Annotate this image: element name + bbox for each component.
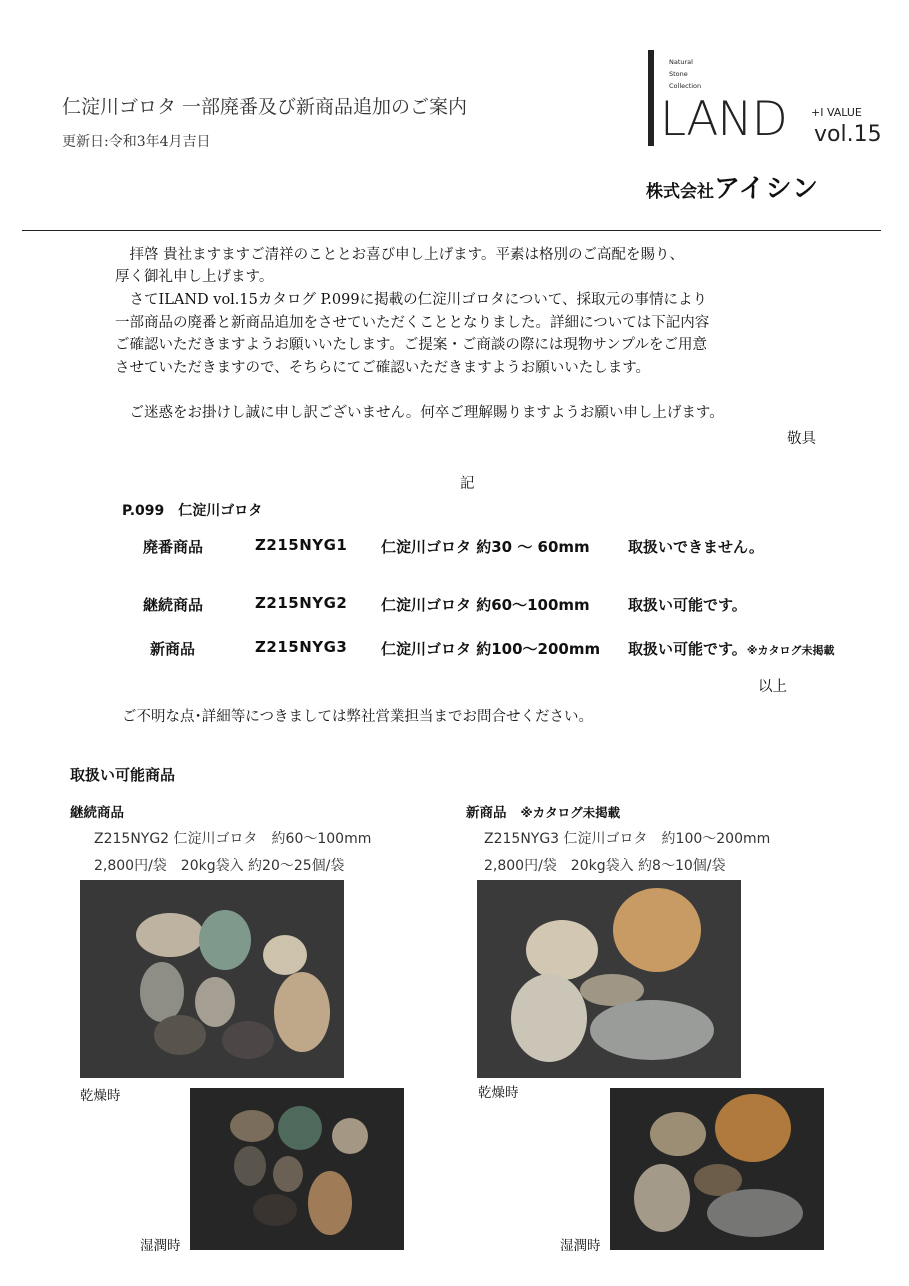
- ki-marker: 記: [460, 476, 475, 492]
- updated-date: 更新日:令和3年4月吉日: [62, 134, 211, 150]
- right-wet-photo: [610, 1088, 824, 1250]
- row-desc: 仁淀川ゴロタ 約100～200mm: [381, 640, 601, 658]
- logo-land: LAND: [660, 92, 787, 147]
- left-wet-photo: [190, 1088, 404, 1250]
- header-divider: [22, 230, 881, 231]
- left-product-line1: Z215NYG2 仁淀川ゴロタ 約60～100mm: [94, 831, 372, 847]
- available-heading: 取扱い可能商品: [70, 766, 176, 784]
- letter-line: 一部商品の廃番と新商品追加をさせていただくこととなりました。詳細については下記内容: [115, 315, 710, 331]
- row-desc: 仁淀川ゴロタ 約30 ～ 60mm: [381, 538, 590, 556]
- letter-line: ご確認いただきますようお願いいたします。ご提案・ご商談の際には現物サンプルをご用意: [115, 337, 708, 353]
- logo-tagline-3: Collection: [669, 82, 702, 90]
- row-code: Z215NYG1: [255, 536, 348, 554]
- letter-line: させていただきますので、そちらにてご確認いただきますようお願いいたします。: [115, 360, 651, 376]
- logo-value: +I VALUE: [811, 106, 862, 119]
- company-logo: [646, 168, 819, 205]
- company-prefix: 株式会社: [646, 182, 714, 202]
- left-wet-caption: 湿潤時: [140, 1238, 181, 1254]
- row-category: 新商品: [150, 640, 196, 658]
- logo-i-bar: [648, 50, 654, 146]
- closing-keigu: 敬具: [787, 431, 816, 447]
- row-category: 廃番商品: [143, 538, 204, 556]
- right-dry-caption: 乾燥時: [478, 1085, 519, 1101]
- row-desc: 仁淀川ゴロタ 約60～100mm: [381, 596, 590, 614]
- logo-tagline-1: Natural: [669, 58, 693, 66]
- right-product-line2: 2,800円/袋 20kg袋入 約8～10個/袋: [484, 858, 726, 874]
- row-status: 取扱いできません。: [628, 538, 764, 556]
- ijo-marker: 以上: [758, 679, 787, 695]
- letter-line: ご迷惑をお掛けし誠に申し訳ございません。何卒ご理解賜りますようお願い申し上げます。: [115, 405, 724, 421]
- row-code: Z215NYG2: [255, 594, 348, 612]
- row-status: 取扱い可能です。: [628, 596, 747, 614]
- right-wet-caption: 湿潤時: [560, 1238, 601, 1254]
- left-product-title: 継続商品: [70, 805, 124, 821]
- row-note: ※カタログ未掲載: [746, 644, 835, 657]
- logo-tagline-2: Stone: [669, 70, 688, 78]
- left-dry-caption: 乾燥時: [80, 1088, 121, 1104]
- letter-line: 厚く御礼申し上げます。: [115, 269, 274, 285]
- letter-line: 拝啓 貴社ますますご清祥のこととお喜び申し上げます。平素は格別のご高配を賜り、: [115, 247, 684, 263]
- right-product-title: 新商品: [466, 805, 507, 821]
- company-name: アイシン: [714, 174, 820, 204]
- inquiry-text: ご不明な点･詳細等につきましては弊社営業担当までお問合せください。: [122, 709, 593, 725]
- right-product-note: ※カタログ未掲載: [520, 805, 621, 820]
- right-product-line1: Z215NYG3 仁淀川ゴロタ 約100～200mm: [484, 831, 771, 847]
- right-product-header: [466, 801, 620, 821]
- logo-vol: vol.15: [814, 122, 882, 147]
- left-dry-photo: [80, 880, 344, 1078]
- row-category: 継続商品: [143, 596, 204, 614]
- row-status: [628, 638, 835, 659]
- row-status-text: 取扱い可能です。: [628, 640, 747, 658]
- items-heading: P.099 仁淀川ゴロタ: [122, 503, 263, 519]
- page-title: 仁淀川ゴロタ 一部廃番及び新商品追加のご案内: [62, 96, 468, 118]
- left-product-line2: 2,800円/袋 20kg袋入 約20～25個/袋: [94, 858, 345, 874]
- letter-line: さてILAND vol.15カタログ P.099に掲載の仁淀川ゴロタについて、採取元の事情により: [115, 292, 707, 308]
- row-code: Z215NYG3: [255, 638, 348, 656]
- right-dry-photo: [477, 880, 741, 1078]
